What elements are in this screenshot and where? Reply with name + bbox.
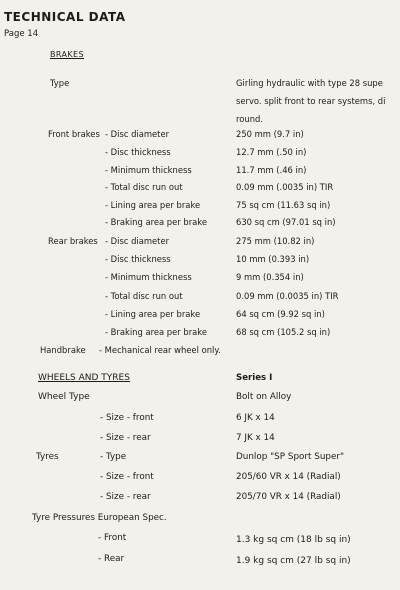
front-brakes-label: Front brakes [48, 129, 100, 139]
front-min-thickness-label: - Minimum thickness [105, 165, 192, 175]
brake-type-value-line-2: servo. split front to rear systems, di [236, 96, 386, 106]
rear-braking-area-value: 68 sq cm (105.2 sq in) [236, 327, 331, 337]
pressure-front-label: - Front [98, 533, 127, 543]
pressure-rear-label: - Rear [98, 554, 125, 564]
rear-brakes-label: Rear brakes [48, 236, 98, 246]
front-disc-thickness-value: 12.7 mm (.50 in) [236, 147, 307, 157]
tyres-size-front-value: 205/60 VR x 14 (Radial) [236, 472, 341, 482]
rear-min-thickness-value: 9 mm (0.354 in) [236, 272, 304, 282]
tyres-size-rear-value: 205/70 VR x 14 (Radial) [236, 492, 341, 502]
brake-type-value-line-1: Girling hydraulic with type 28 supe [236, 78, 383, 88]
rear-lining-area-value: 64 sq cm (9.92 sq in) [236, 309, 325, 319]
brakes-heading: BRAKES [50, 50, 84, 59]
handbrake-value: - Mechanical rear wheel only. [99, 345, 221, 355]
page-title: TECHNICAL DATA [4, 10, 126, 24]
brake-type-value-line-3: round. [236, 114, 263, 124]
front-lining-area-value: 75 sq cm (11.63 sq in) [236, 200, 331, 210]
front-braking-area-label: - Braking area per brake [105, 217, 207, 227]
tyres-type-value: Dunlop "SP Sport Super" [236, 452, 345, 462]
rear-runout-value: 0.09 mm (0.0035 in) TIR [236, 291, 339, 301]
pressure-rear-value: 1.9 kg sq cm (27 lb sq in) [236, 556, 351, 566]
tyres-type-label: - Type [100, 452, 127, 462]
wheel-type-label: Wheel Type [38, 392, 90, 402]
rear-disc-thickness-label: - Disc thickness [105, 254, 171, 264]
front-runout-value: 0.09 mm (.0035 in) TIR [236, 182, 334, 192]
wheel-size-rear-value: 7 JK x 14 [236, 433, 275, 443]
series-label: Series I [236, 373, 273, 383]
front-runout-label: - Total disc run out [105, 182, 183, 192]
rear-disc-diameter-label: - Disc diameter [105, 236, 170, 246]
page-number: Page 14 [4, 29, 39, 39]
rear-disc-diameter-value: 275 mm (10.82 in) [236, 236, 315, 246]
tyre-pressures-label: Tyre Pressures European Spec. [32, 513, 167, 523]
rear-min-thickness-label: - Minimum thickness [105, 272, 192, 282]
wheels-and-tyres-heading: WHEELS AND TYRES [38, 373, 130, 383]
rear-lining-area-label: - Lining area per brake [105, 309, 201, 319]
pressure-front-value: 1.3 kg sq cm (18 lb sq in) [236, 535, 351, 545]
rear-braking-area-label: - Braking area per brake [105, 327, 207, 337]
tyres-size-front-label: - Size - front [100, 472, 154, 482]
brake-type-label: Type [50, 78, 70, 88]
rear-runout-label: - Total disc run out [105, 291, 183, 301]
wheel-size-front-value: 6 JK x 14 [236, 413, 275, 423]
front-braking-area-value: 630 sq cm (97.01 sq in) [236, 217, 336, 227]
wheel-size-rear-label: - Size - rear [100, 433, 151, 443]
front-disc-thickness-label: - Disc thickness [105, 147, 171, 157]
rear-disc-thickness-value: 10 mm (0.393 in) [236, 254, 310, 264]
front-min-thickness-value: 11.7 mm (.46 in) [236, 165, 307, 175]
tyres-label: Tyres [36, 452, 59, 462]
front-disc-diameter-label: - Disc diameter [105, 129, 170, 139]
tyres-size-rear-label: - Size - rear [100, 492, 151, 502]
wheel-size-front-label: - Size - front [100, 413, 154, 423]
front-lining-area-label: - Lining area per brake [105, 200, 201, 210]
front-disc-diameter-value: 250 mm (9.7 in) [236, 129, 304, 139]
wheel-type-value: Bolt on Alloy [236, 392, 292, 402]
handbrake-label: Handbrake [40, 345, 86, 355]
